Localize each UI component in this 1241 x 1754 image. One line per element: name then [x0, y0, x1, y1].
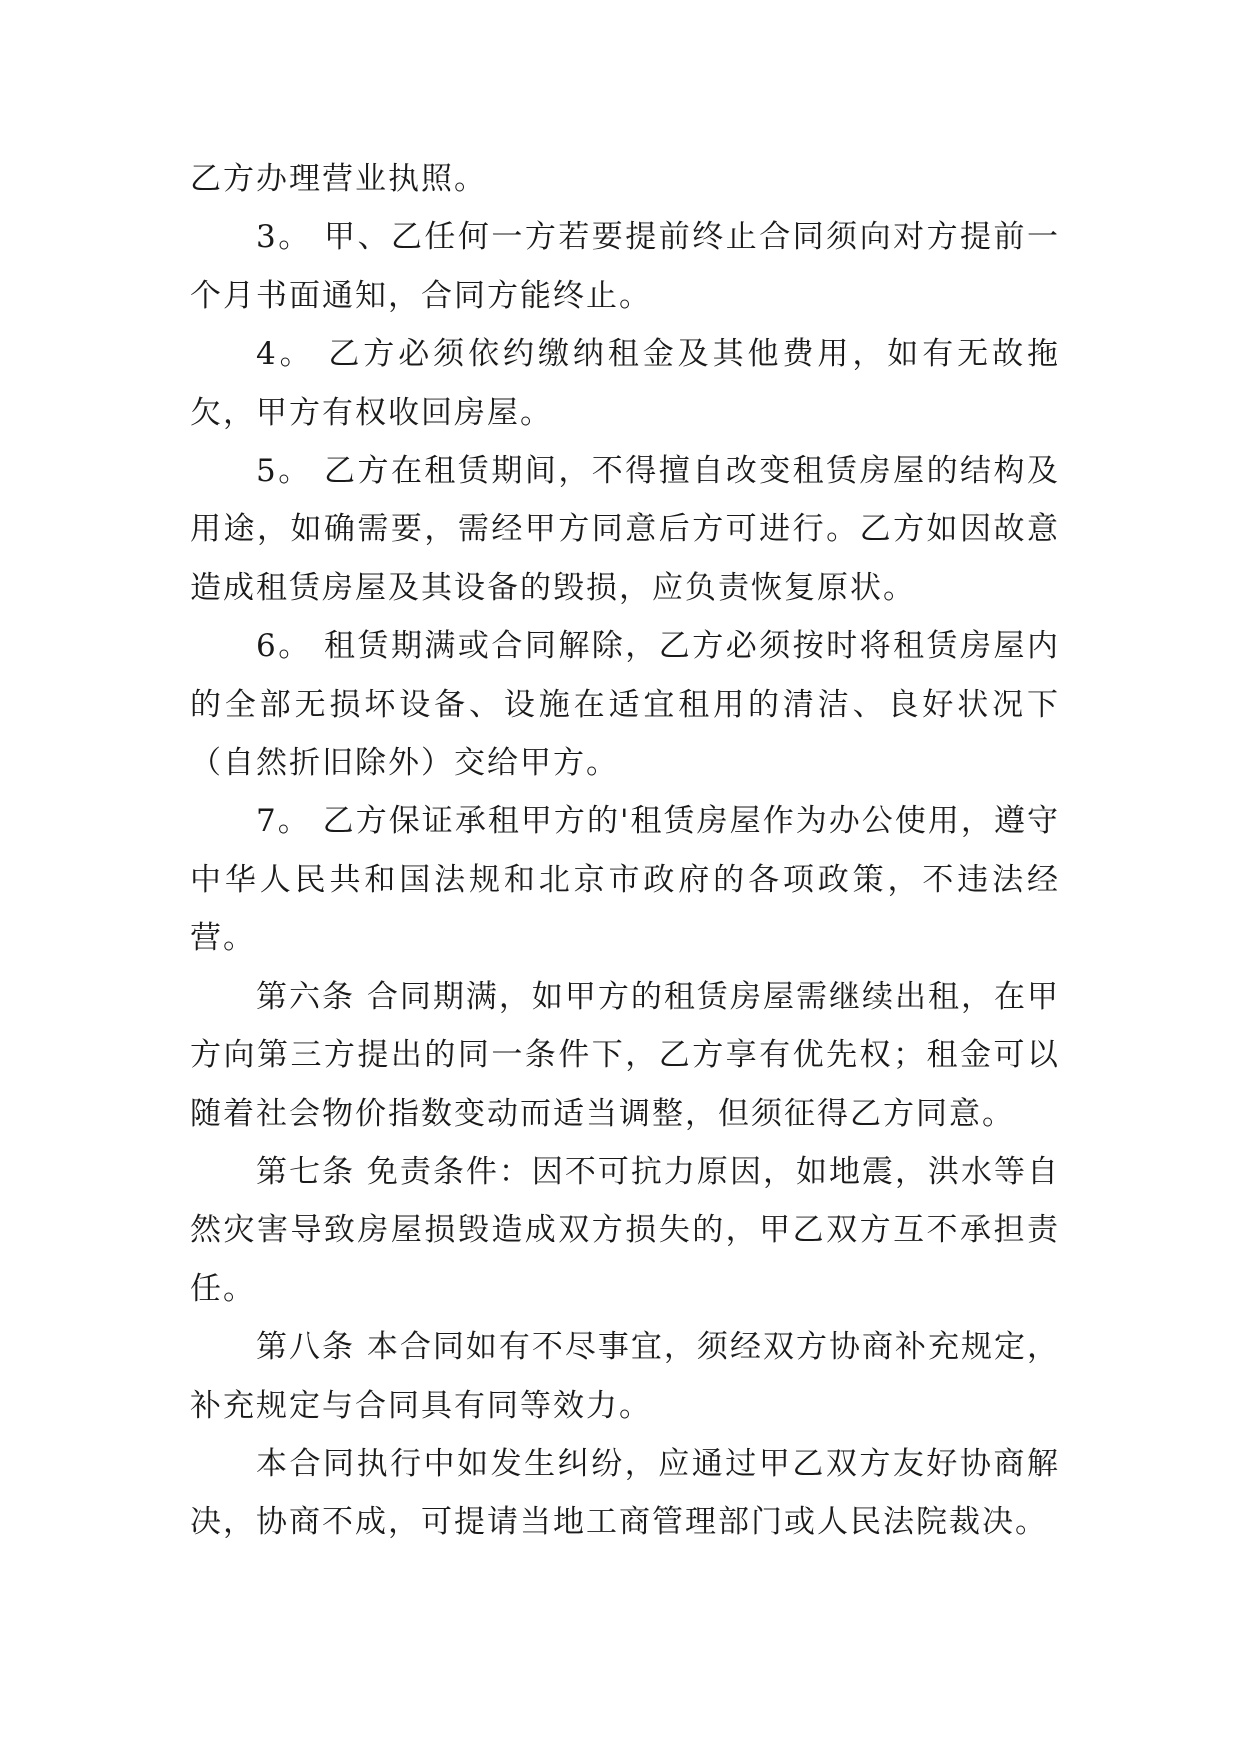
paragraph-article-8: 第八条 本合同如有不尽事宜，须经双方协商补充规定，补充规定与合同具有同等效力。: [190, 1329, 1060, 1424]
paragraph-dispute-resolution: 本合同执行中如发生纠纷，应通过甲乙双方友好协商解决，协商不成，可提请当地工商管理部门或人民法院裁决。: [190, 1445, 1060, 1541]
paragraph-continuation: 乙方办理营业执照。: [190, 161, 487, 197]
paragraph-article-7: 第七条 免责条件：因不可抗力原因，如地震，洪水等自然灾害导致房屋损毁造成双方损失的，甲乙双方互不承担责任。: [190, 1153, 1060, 1307]
paragraph-clause-4: 4。 乙方必须依约缴纳租金及其他费用，如有无故拖欠，甲方有权收回房屋。: [190, 336, 1060, 431]
paragraph-article-6: 第六条 合同期满，如甲方的租赁房屋需继续出租，在甲方向第三方提出的同一条件下，乙方享有优先权；租金可以随着社会物价指数变动而适当调整，但须征得乙方同意。: [190, 978, 1060, 1132]
paragraph-clause-5: 5。 乙方在租赁期间，不得擅自改变租赁房屋的结构及用途，如确需要，需经甲方同意后方可进行。乙方如因故意造成租赁房屋及其设备的毁损，应负责恢复原状。: [190, 453, 1060, 606]
paragraph-clause-6: 6。 租赁期满或合同解除，乙方必须按时将租赁房屋内的全部无损坏设备、设施在适宜租用的清洁、良好状况下（自然折旧除外）交给甲方。: [190, 628, 1060, 782]
paragraph-clause-3: 3。 甲、乙任何一方若要提前终止合同须向对方提前一个月书面通知，合同方能终止。: [190, 219, 1060, 314]
document-page: [190, 150, 1060, 1552]
paragraph-clause-7: 7。 乙方保证承租甲方的'租赁房屋作为办公使用，遵守中华人民共和国法规和北京市政府的各项政策，不违法经营。: [190, 803, 1060, 957]
